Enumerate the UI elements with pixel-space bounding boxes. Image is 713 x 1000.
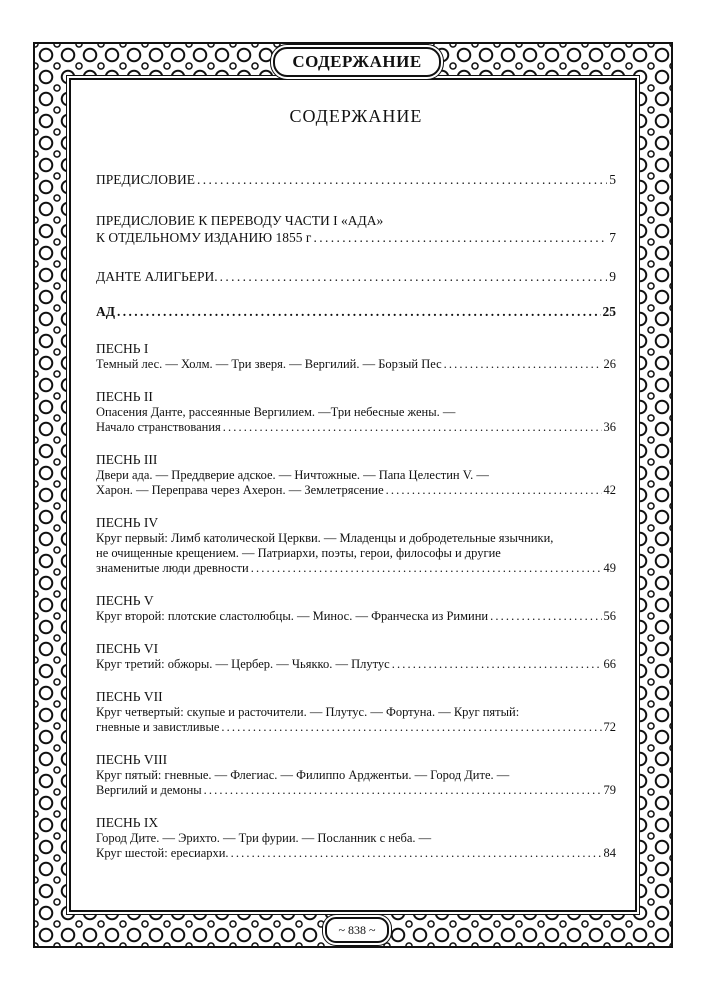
toc-canto-3 [96, 451, 616, 498]
canto-description: Вергилий и демоны [96, 783, 202, 797]
leader-dots [392, 657, 602, 672]
toc-entry-page: 42 [603, 483, 616, 497]
toc-canto-4 [96, 514, 616, 576]
canto-title: ПЕСНЬ VI [96, 641, 159, 656]
header-plate [273, 47, 441, 77]
canto-description: Харон. — Переправа через Ахерон. — Землетрясение [96, 483, 384, 497]
canto-description: Двери ада. — Преддверие адское. — Ничтожные. — Папа Целестин V. — [96, 468, 489, 482]
leader-dots [221, 720, 601, 735]
toc-entry-page: 36 [603, 420, 616, 434]
canto-title: ПЕСНЬ IX [96, 815, 159, 830]
toc-canto-7 [96, 688, 616, 735]
toc-canto-2 [96, 388, 616, 435]
canto-description: Круг шестой: ересиархи. [96, 846, 229, 860]
leader-dots [490, 609, 601, 624]
toc-entry-label: ПРЕДИСЛОВИЕ К ПЕРЕВОДУ ЧАСТИ I «АДА» [96, 213, 384, 228]
leader-dots [251, 561, 602, 576]
canto-description: Опасения Данте, рассеянные Вергилием. —Три небесные жены. — [96, 405, 456, 419]
leader-dots [313, 229, 607, 246]
toc-canto-8 [96, 751, 616, 798]
toc-canto-5 [96, 592, 616, 624]
canto-description: Город Дите. — Эрихто. — Три фурии. — Посланник с неба. — [96, 831, 432, 845]
leader-dots [231, 846, 602, 861]
leader-dots [223, 420, 602, 435]
toc-entry-page: 49 [603, 561, 616, 575]
footer-plate [325, 917, 389, 943]
toc-content [96, 106, 616, 877]
toc-entry-label: АД [96, 304, 116, 319]
canto-title: ПЕСНЬ VII [96, 689, 163, 704]
canto-description: гневные и завистливые [96, 720, 220, 734]
canto-title: ПЕСНЬ III [96, 452, 158, 467]
canto-title: ПЕСНЬ V [96, 593, 154, 608]
header-title: СОДЕРЖАНИЕ [292, 52, 422, 71]
canto-description: Темный лес. — Холм. — Три зверя. — Вергилий. — Борзый Пес [96, 357, 442, 371]
canto-title: ПЕСНЬ I [96, 341, 149, 356]
leader-dots [197, 171, 607, 188]
leader-dots [444, 357, 602, 372]
toc-canto-6 [96, 640, 616, 672]
toc-canto-1 [96, 340, 616, 372]
toc-entry-page: 72 [603, 720, 616, 734]
toc-entry-page: 9 [609, 269, 616, 284]
toc-entry-preface-translation [96, 212, 616, 246]
canto-description: Круг первый: Лимб католической Церкви. — Младенцы и добродетельные язычники, [96, 531, 554, 545]
page-number: ~ 838 ~ [338, 922, 376, 937]
toc-entry-page: 26 [603, 357, 616, 371]
canto-description: Круг второй: плотские сластолюбцы. — Минос. — Франческа из Римини [96, 609, 489, 623]
toc-entry-ad [96, 303, 616, 320]
toc-entry-page: 79 [603, 783, 616, 797]
canto-title: ПЕСНЬ IV [96, 515, 159, 530]
toc-entry-label: ПРЕДИСЛОВИЕ [96, 172, 196, 187]
toc-entry-page: 25 [602, 304, 616, 319]
canto-description: Круг четвертый: скупые и расточители. — Плутус. — Фортуна. — Круг пятый: [96, 705, 520, 719]
toc-entry-page: 56 [603, 609, 616, 623]
canto-description: Круг третий: обжоры. — Цербер. — Чьякко. — Плутус [96, 657, 390, 671]
leader-dots [204, 783, 602, 798]
toc-entry-label: ДАНТЕ АЛИГЬЕРИ. [96, 269, 218, 284]
canto-description: Начало странствования [96, 420, 221, 434]
leader-dots [220, 268, 608, 285]
canto-description: Круг пятый: гневные. — Флегиас. — Филиппо Арджентьи. — Город Дите. — [96, 768, 510, 782]
toc-entry-label: К ОТДЕЛЬНОМУ ИЗДАНИЮ 1855 г [96, 230, 312, 245]
leader-dots [117, 303, 600, 320]
toc-canto-9 [96, 814, 616, 861]
toc-entry-page: 66 [603, 657, 616, 671]
toc-entry-preface [96, 171, 616, 188]
toc-entry-page: 84 [603, 846, 616, 860]
canto-title: ПЕСНЬ II [96, 389, 153, 404]
canto-description: не очищенные крещением. — Патриархи, поэты, герои, философы и другие [96, 546, 501, 560]
leader-dots [386, 483, 602, 498]
toc-entry-page: 7 [609, 230, 616, 245]
canto-list [96, 340, 616, 861]
page-title: СОДЕРЖАНИЕ [289, 106, 423, 126]
canto-description: знаменитые люди древности [96, 561, 249, 575]
canto-title: ПЕСНЬ VIII [96, 752, 168, 767]
toc-entry-dante [96, 268, 616, 285]
toc-entry-page: 5 [609, 172, 616, 187]
